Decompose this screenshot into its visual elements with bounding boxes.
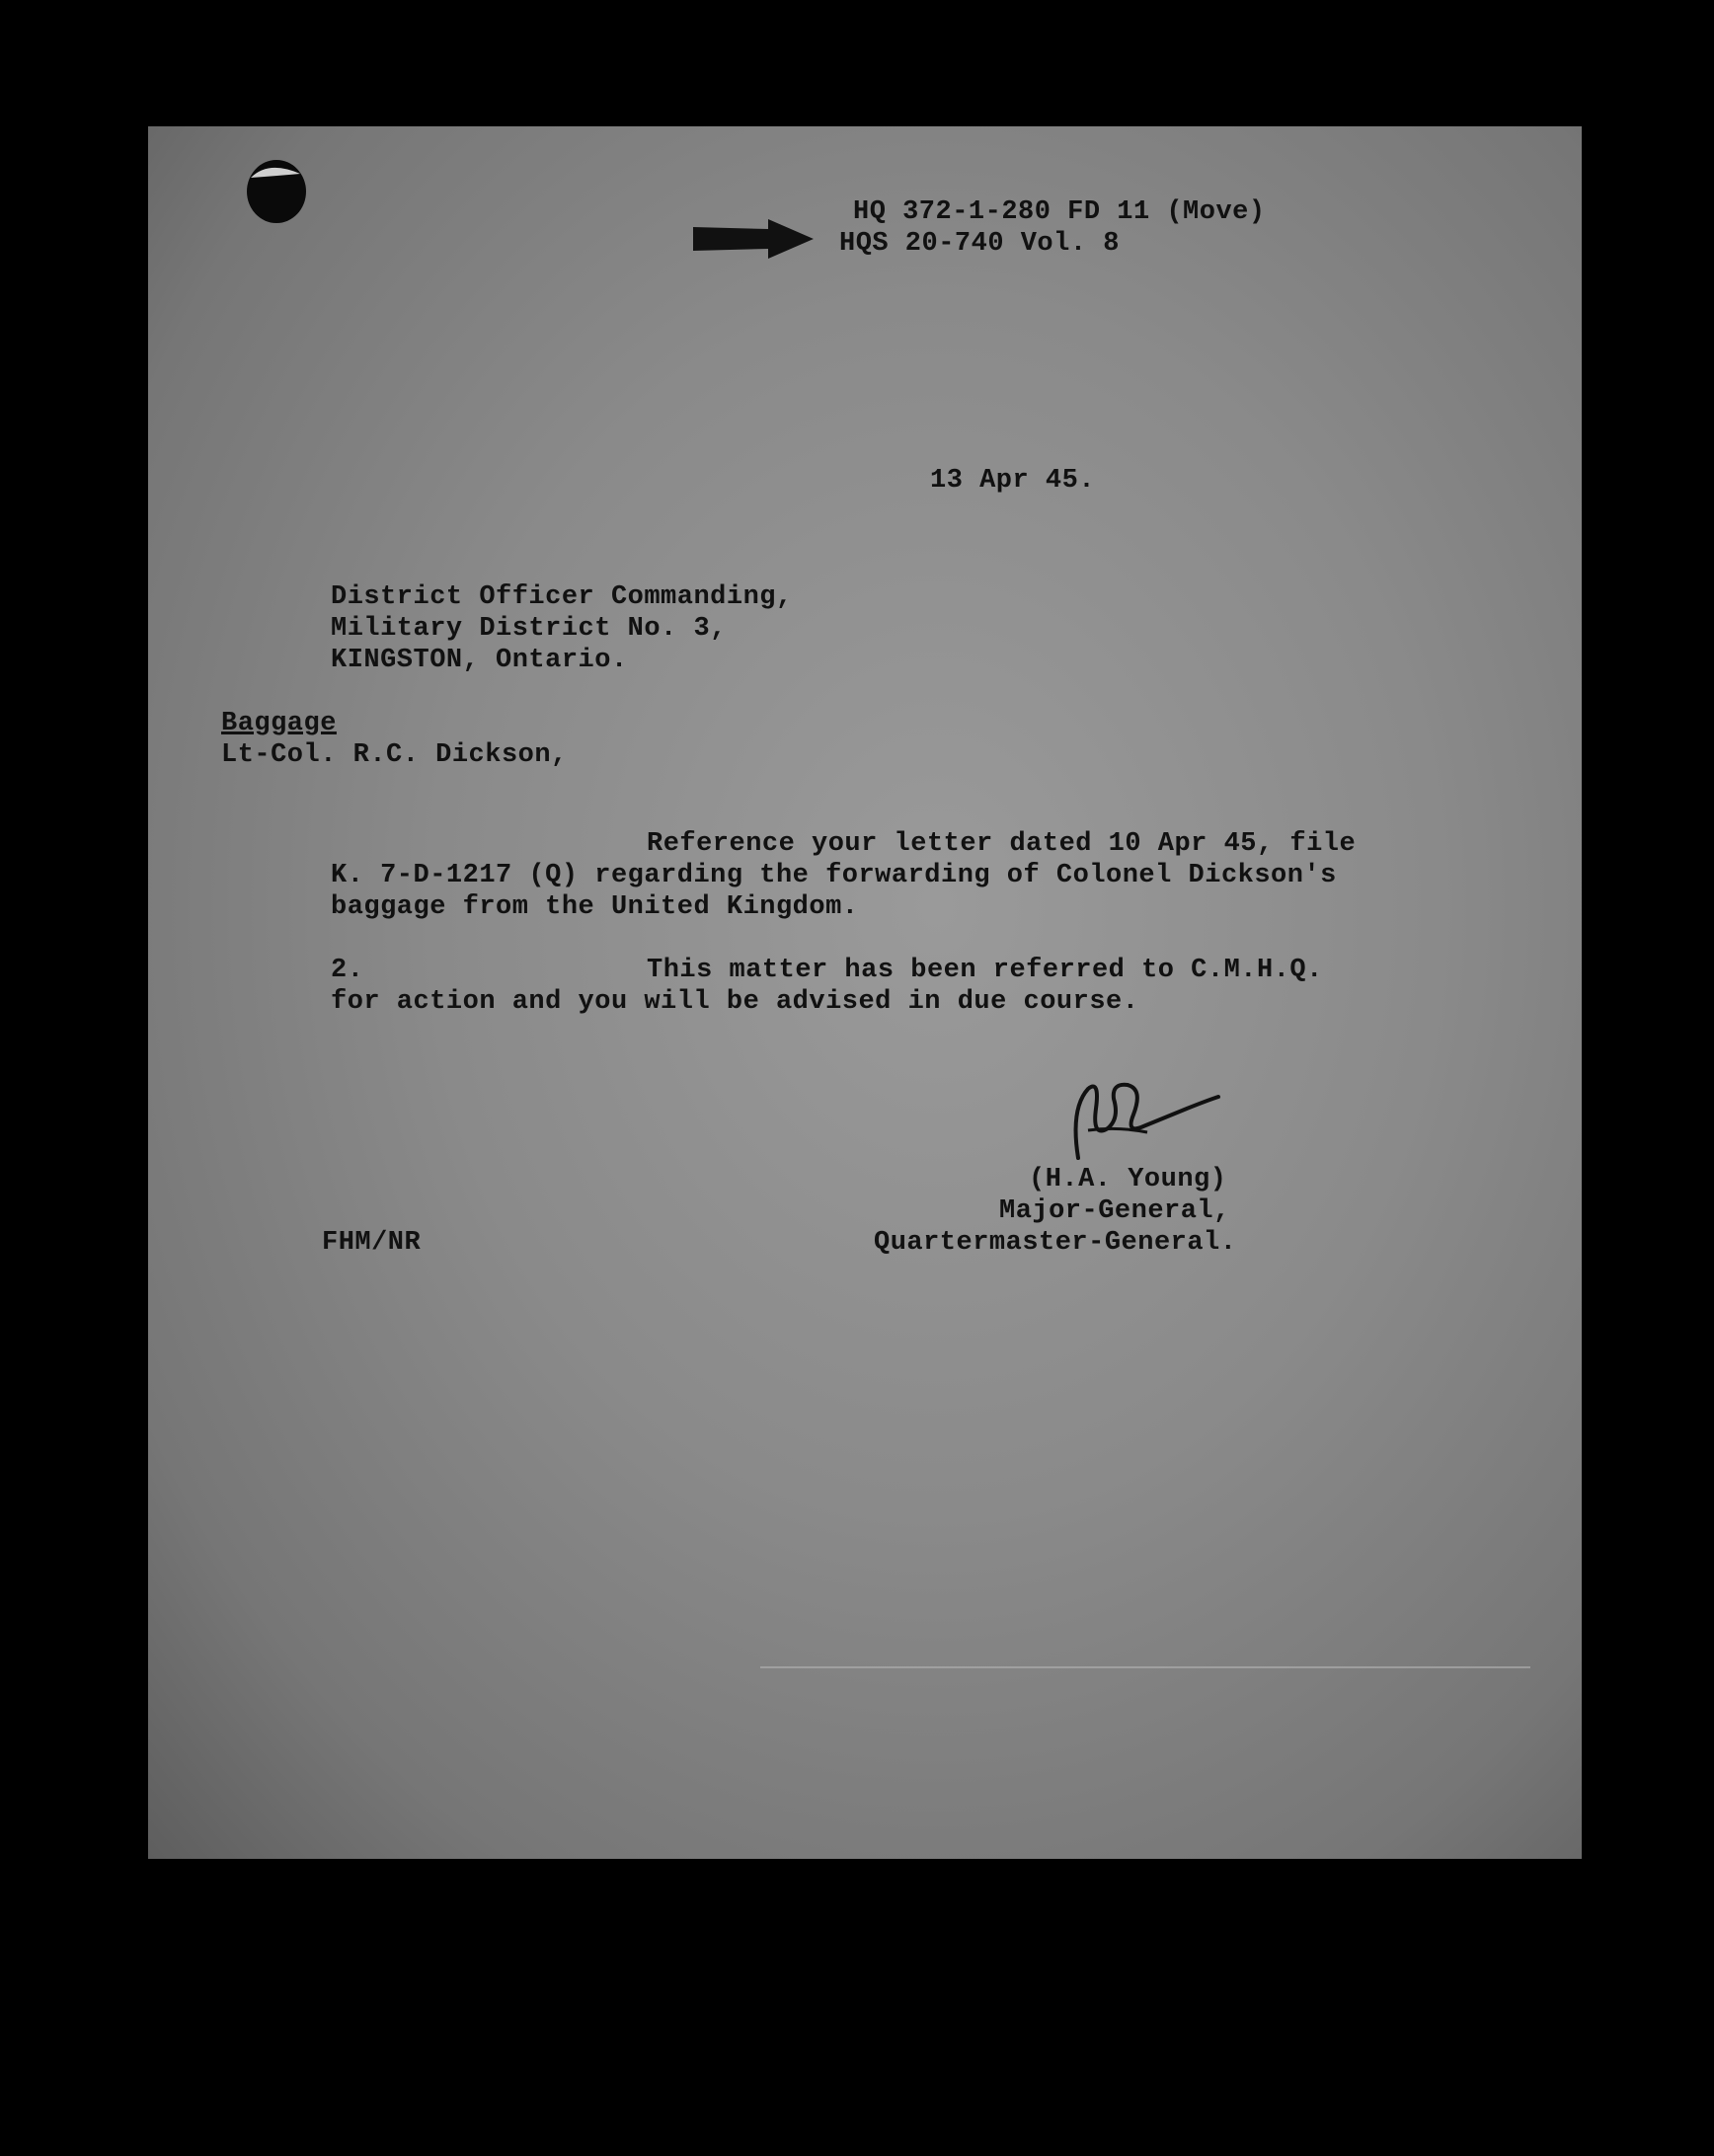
file-reference-1: HQ 372-1-280 FD 11 (Move) — [853, 197, 1266, 227]
handwritten-signature — [1049, 1069, 1226, 1178]
signatory-rank: Major-General, — [999, 1196, 1230, 1226]
paper-crease — [760, 1666, 1530, 1668]
paragraph-1-line-2: K. 7-D-1217 (Q) regarding the forwarding of Colonel Dickson's — [331, 861, 1337, 890]
paragraph-1-line-3: baggage from the United Kingdom. — [331, 892, 859, 922]
file-reference-2: HQS 20-740 Vol. 8 — [839, 229, 1120, 259]
subject-name: Lt-Col. R.C. Dickson, — [221, 740, 568, 770]
signatory-title: Quartermaster-General. — [874, 1228, 1237, 1258]
paragraph-2-number: 2. — [331, 956, 364, 985]
addressee-line-1: District Officer Commanding, — [331, 582, 793, 612]
typist-initials: FHM/NR — [322, 1228, 422, 1258]
document-page — [148, 126, 1582, 1859]
letter-date: 13 Apr 45. — [930, 466, 1096, 496]
addressee-line-2: Military District No. 3, — [331, 614, 727, 644]
punch-hole-mark — [239, 156, 308, 227]
addressee-line-3: KINGSTON, Ontario. — [331, 646, 628, 675]
paragraph-2-line-2: for action and you will be advised in due course. — [331, 987, 1139, 1017]
subject-title: Baggage — [221, 709, 337, 738]
arrow-icon — [691, 217, 816, 261]
signatory-name: (H.A. Young) — [1029, 1165, 1227, 1194]
paragraph-1-line-1: Reference your letter dated 10 Apr 45, file — [647, 829, 1357, 859]
paragraph-2-line-1: This matter has been referred to C.M.H.Q. — [647, 956, 1323, 985]
